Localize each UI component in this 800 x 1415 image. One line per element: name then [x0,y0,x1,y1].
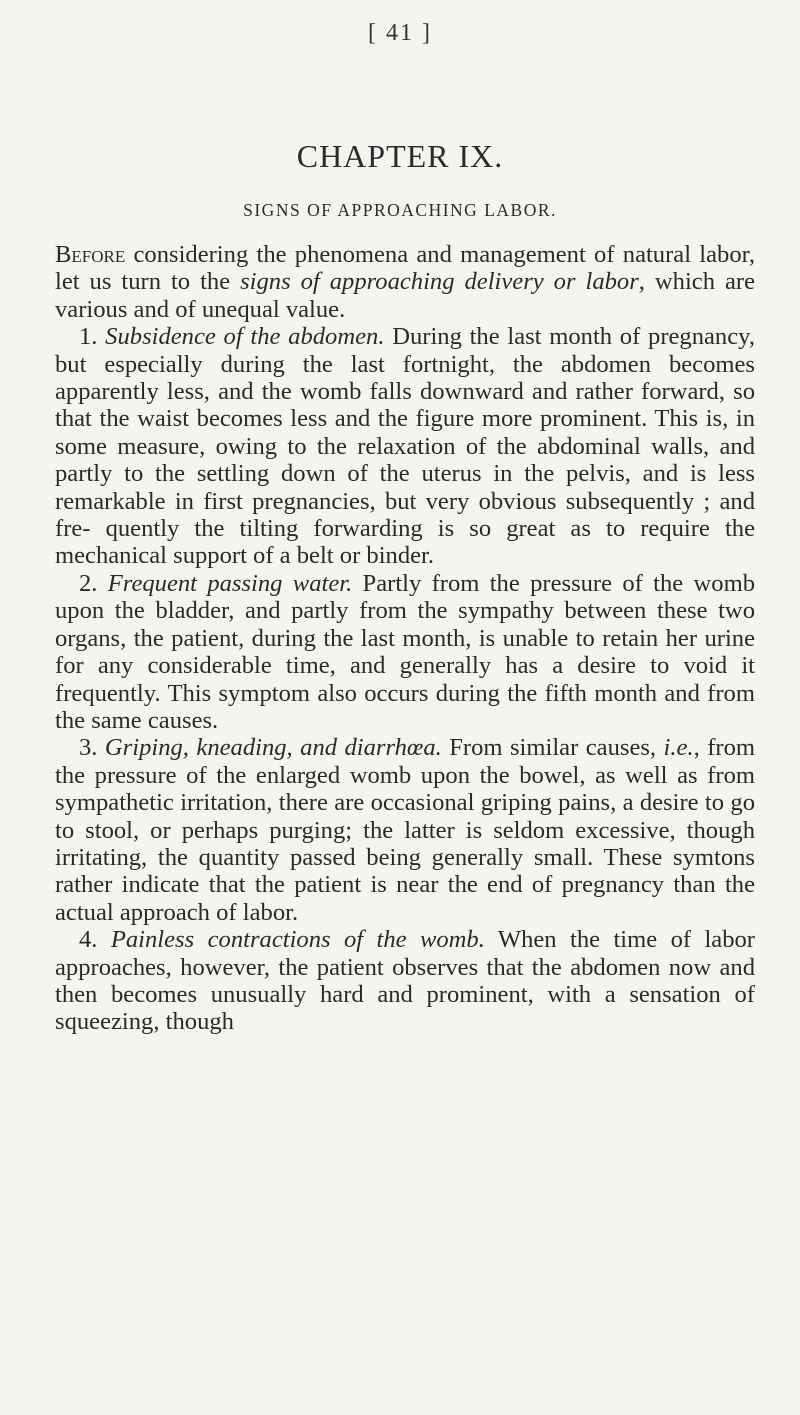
intro-paragraph [55,241,755,323]
section-body: Partly from the pressure of the womb upon the bladder, and partly from the sympathy between these two organs, the patient, during the last month, is unable to retain her urine for any considerable time, and generally has a desire to void it frequently. This symptom also occurs during the fifth month and from the same causes. [55,569,755,734]
section-4-paragraph [55,926,755,1036]
chapter-title: CHAPTER IX. [296,138,504,174]
section-number: 2. [79,569,108,597]
section-body: , from the pressure of the enlarged womb upon the bowel, as well as from sympathetic irritation, there are occasional griping pains, a desire to go to stool, or perhaps purging; the latter is seldom excessive, though irritating, the quantity passed being generally small. These symtons rather indicate that the patient is near the end of pregnancy than the actual approach of labor. [55,734,756,926]
intro-text-1: considering the phenomena and management of natural labor, let us turn to the [55,241,755,296]
section-number: 1. [79,323,106,351]
intro-text-2: , which are various and of unequal value. [55,268,755,323]
intro-italic: signs of approaching delivery or labor [240,268,639,296]
section-body: When the time of labor approaches, however, the patient observes that the abdomen now and then becomes unusually hard and prominent, with a sensation of squeezing, though [55,926,755,1036]
section-number: 4. [79,926,111,954]
section-3-paragraph [55,734,755,926]
section-body-italic: i.e. [663,734,694,762]
section-heading: Subsidence of the abdomen. [105,323,385,351]
body-text [55,241,755,1036]
section-body-pre: From similar causes, [441,734,664,762]
section-number: 3. [79,734,105,762]
section-1-paragraph [55,323,755,570]
section-2-paragraph [55,570,755,734]
section-heading: Frequent passing water. [107,569,353,597]
lead-word: Before [55,241,126,268]
section-body: During the last month of pregnancy, but especially during the last fortnight, the abdomen becomes apparently less, and the womb falls downward and rather forward, so that the waist becomes less and the figure more prominent. This is, in some measure, owing to the relaxation of the abdominal walls, and partly to the settling down of the uterus in the pelvis, and is less remarkable in first pregnancies, but very obvious subsequently ; and fre- quently the tilting forwarding is so great as to require the mechanical support of a belt or binder. [55,323,755,570]
section-heading: Griping, kneading, and diarrhœa. [104,734,442,762]
section-heading: Painless contractions of the womb. [110,926,485,954]
chapter-subtitle: SIGNS OF APPROACHING LABOR. [243,200,557,220]
page-number: [ 41 ] [368,20,432,46]
